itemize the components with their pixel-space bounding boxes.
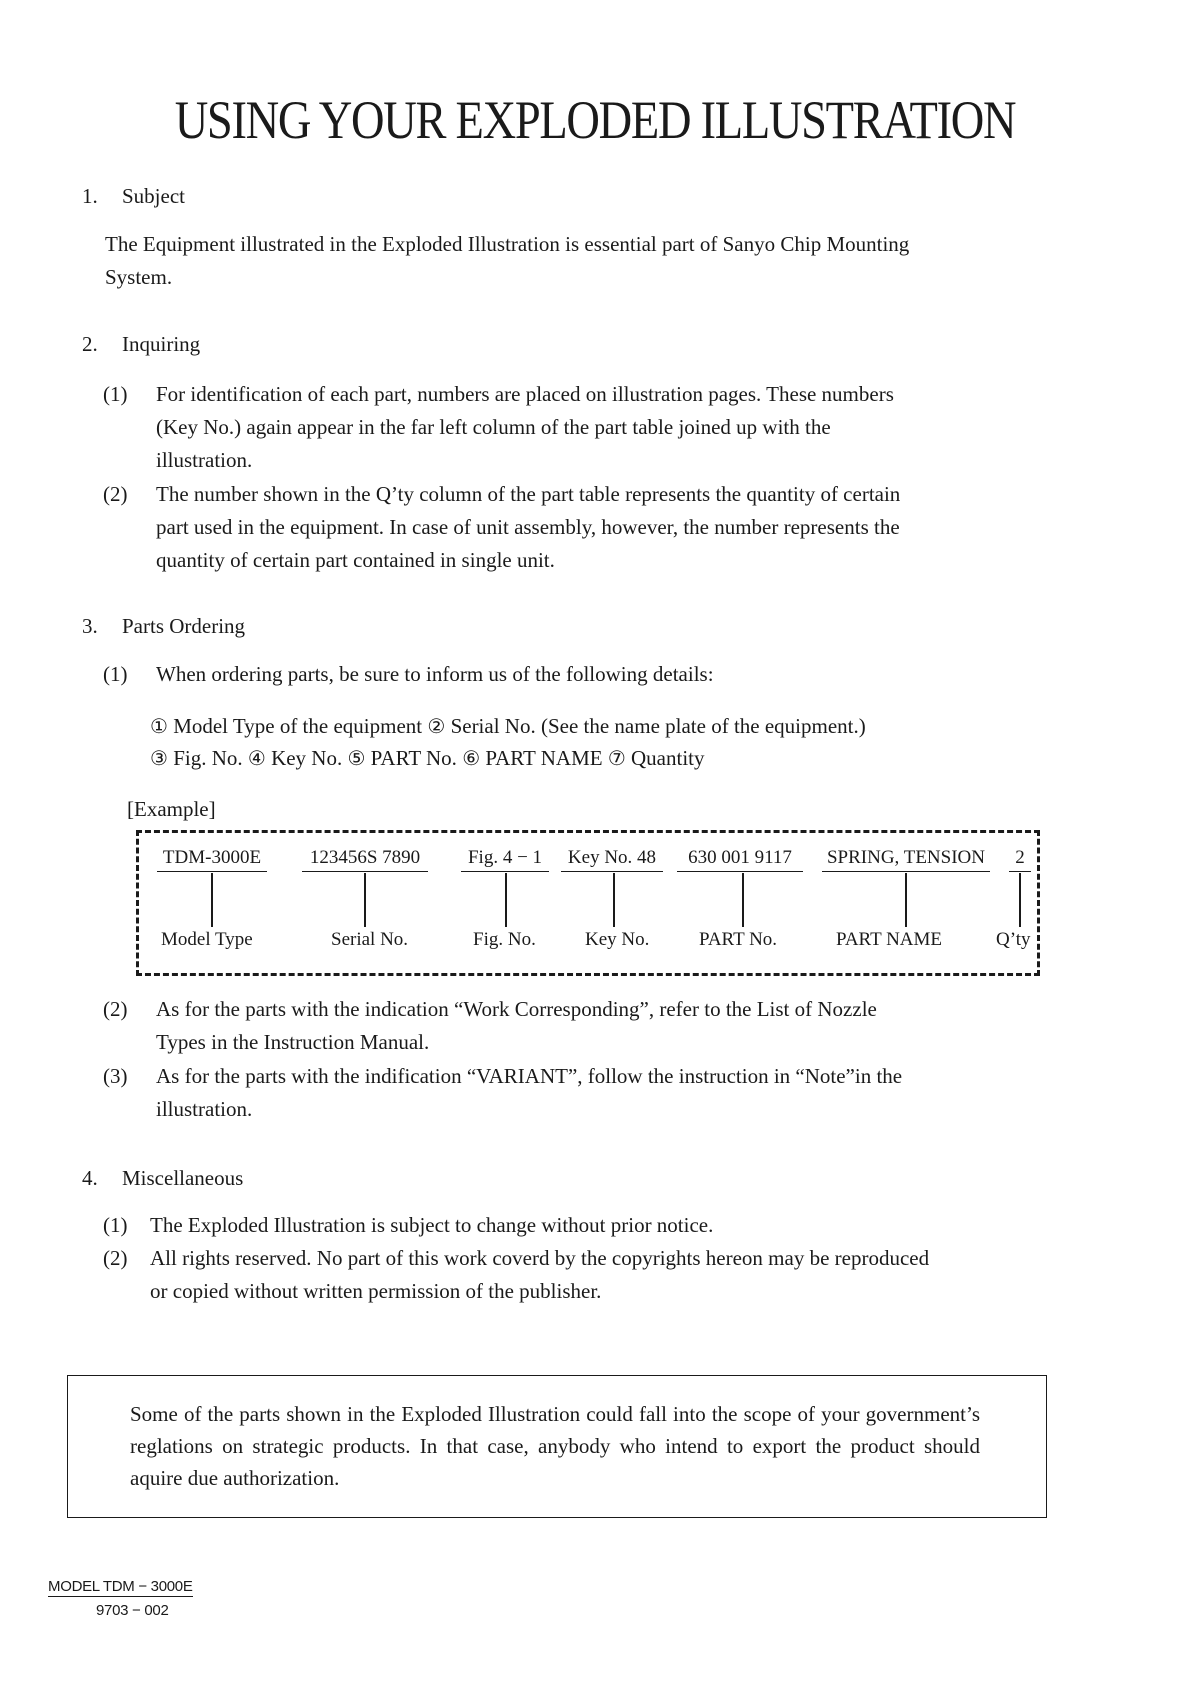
- example-label-part-no: PART No.: [699, 929, 778, 950]
- footer-code: 9703 − 002: [96, 1602, 169, 1619]
- example-label-fig-no: Fig. No.: [473, 929, 536, 950]
- item-line: or copied without written permission of the publisher.: [150, 1279, 602, 1303]
- section-4-heading: Miscellaneous: [122, 1166, 244, 1190]
- circled-3-marker: ③: [150, 746, 168, 770]
- section-2-number: 2.: [82, 332, 98, 356]
- detail-model-type: Model Type of the equipment: [173, 714, 423, 738]
- item-marker: (2): [103, 1246, 128, 1270]
- detail-part-name: PART NAME: [485, 746, 603, 770]
- item-marker: (1): [103, 662, 128, 686]
- circled-7-marker: ⑦: [607, 746, 626, 770]
- item-line: (Key No.) again appear in the far left column of the part table joined up with the: [156, 415, 831, 439]
- footer-model: MODEL TDM − 3000E: [48, 1578, 193, 1595]
- example-label-key-no: Key No.: [585, 929, 650, 950]
- section-2-heading: Inquiring: [122, 332, 201, 356]
- example-value-key-no: Key No. 48: [561, 847, 663, 872]
- item-line: The number shown in the Q’ty column of the part table represents the quantity of certain: [156, 482, 901, 506]
- item-line: illustration.: [156, 1097, 253, 1121]
- circled-2-marker: ②: [427, 714, 446, 738]
- detail-part-no: PART No.: [370, 746, 457, 770]
- circled-5-marker: ⑤: [347, 746, 366, 770]
- example-box: [136, 830, 1040, 976]
- detail-fig-no: Fig. No.: [173, 746, 243, 770]
- item-line: As for the parts with the indication “Work Corresponding”, refer to the List of Nozzle: [156, 997, 877, 1021]
- example-value-fig-no: Fig. 4 − 1: [461, 847, 549, 872]
- export-notice-text: Some of the parts shown in the Exploded Illustration could fall into the scope of your government’s reglations on strategic products. In that case, anybody who intend to export the product should aquire due authorization.: [130, 1402, 980, 1490]
- item-line: Types in the Instruction Manual.: [156, 1030, 430, 1054]
- section-1-body-line: System.: [105, 265, 173, 289]
- item-line: For identification of each part, numbers are placed on illustration pages. These numbers: [156, 382, 894, 406]
- example-label-serial-no: Serial No.: [331, 929, 409, 950]
- detail-serial-no: Serial No. (See the name plate of the equipment.): [450, 714, 866, 738]
- example-value-part-name: SPRING, TENSION: [822, 847, 990, 872]
- page-title: USING YOUR EXPLODED ILLUSTRATION: [174, 90, 1016, 150]
- export-notice-box: [67, 1375, 1047, 1518]
- example-connector-line: [1019, 873, 1021, 927]
- section-3-number: 3.: [82, 614, 98, 638]
- item-line: As for the parts with the indification “VARIANT”, follow the instruction in “Note”in the: [156, 1064, 903, 1088]
- ordering-details-line-1: [150, 710, 866, 743]
- section-4-number: 4.: [82, 1166, 98, 1190]
- circled-6-marker: ⑥: [462, 746, 481, 770]
- example-label-part-name: PART NAME: [836, 929, 943, 950]
- item-line: quantity of certain part contained in single unit.: [156, 548, 555, 572]
- detail-key-no: Key No.: [271, 746, 343, 770]
- example-value-serial-no: 123456S 7890: [302, 847, 428, 872]
- item-line: part used in the equipment. In case of unit assembly, however, the number represents the: [156, 515, 900, 539]
- item-marker: (1): [103, 382, 128, 406]
- item-marker: (3): [103, 1064, 128, 1088]
- example-label-model-type: Model Type: [161, 929, 253, 950]
- item-marker: (1): [103, 1213, 128, 1237]
- circled-4-marker: ④: [247, 746, 266, 770]
- example-connector-line: [364, 873, 366, 927]
- section-1-body-line: The Equipment illustrated in the Exploded Illustration is essential part of Sanyo Chip Mounting: [105, 232, 910, 256]
- section-3-heading: Parts Ordering: [122, 614, 246, 638]
- item-marker: (2): [103, 482, 128, 506]
- item-line: The Exploded Illustration is subject to change without prior notice.: [150, 1213, 714, 1237]
- ordering-details-line-2: [150, 742, 705, 775]
- circled-1-marker: ①: [150, 714, 168, 738]
- example-connector-line: [905, 873, 907, 927]
- section-1-heading: Subject: [122, 184, 185, 208]
- example-connector-line: [211, 873, 213, 927]
- example-connector-line: [613, 873, 615, 927]
- example-value-part-no: 630 001 9117: [677, 847, 803, 872]
- item-line: illustration.: [156, 448, 253, 472]
- item-line: When ordering parts, be sure to inform us of the following details:: [156, 662, 714, 686]
- item-marker: (2): [103, 997, 128, 1021]
- section-1-number: 1.: [82, 184, 98, 208]
- example-label: [Example]: [127, 797, 216, 821]
- example-value-qty: 2: [1009, 847, 1031, 872]
- example-connector-line: [742, 873, 744, 927]
- detail-quantity: Quantity: [631, 746, 705, 770]
- example-value-model-type: TDM-3000E: [157, 847, 267, 872]
- example-connector-line: [505, 873, 507, 927]
- example-label-qty: Q’ty: [996, 929, 1031, 950]
- item-line: All rights reserved. No part of this work coverd by the copyrights hereon may be reproduced: [150, 1246, 930, 1270]
